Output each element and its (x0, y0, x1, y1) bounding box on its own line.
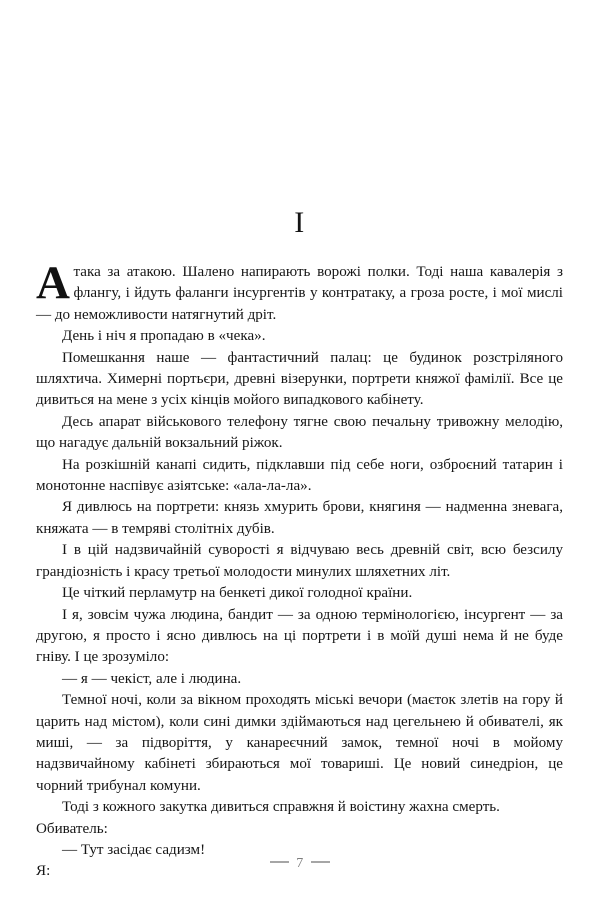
paragraph-opening (36, 257, 563, 326)
paragraph-text: — Тут засідає садизм! (62, 841, 206, 858)
paragraph (36, 605, 563, 669)
paragraph-text: Я: (36, 863, 51, 880)
paragraph-text: І я, зовсім чужа людина, бандит — за одною термінологією, інсургент — за другою, я просто і ясно дивлюсь на ці портрети і в моїй душі нема й не буде гніву. І це зрозуміло: (36, 606, 563, 666)
page-footer (0, 856, 600, 872)
paragraph-text: День і ніч я пропадаю в «чека». (62, 328, 266, 345)
paragraph-speaker-label (36, 819, 563, 840)
chapter-numeral: I (294, 206, 305, 239)
paragraph (36, 540, 563, 583)
paragraph (36, 455, 563, 498)
paragraph-text: така за атакою. Шалено напирають ворожі полки. Тоді наша кавалерія з флангу, і йдуть фаланги інсургентів у контратаку, а гроза росте, і мої мислі — до неможливости натягнутий дріт. (36, 264, 563, 323)
paragraph-text: На розкішній канапі сидить, підклавши під себе ноги, озброєний татарин і монотонне наспівує азіятське: «ала-ла-ла». (36, 456, 563, 495)
paragraph-text: Десь апарат військового телефону тягне свою печальну тривожну мелодію, що нагадує дальній вокзальний ріжок. (36, 413, 563, 452)
paragraph (36, 412, 563, 455)
folio-rule-right-icon (311, 861, 330, 863)
paragraph-text: Помешкання наше — фантастичний палац: це будинок розстріляного шляхтича. Химерні портьєри, древні візерунки, портрети княжої фамілії. Все це дивиться на мене з усіх кінців мойого випадкового кабінету. (36, 349, 563, 409)
page-content-column (36, 0, 563, 899)
paragraph-text: Тоді з кожного закутка дивиться справжня й воістину жахна смерть. (62, 799, 500, 816)
body-text-block (36, 257, 563, 883)
paragraph-text: — я — чекіст, але і людина. (62, 670, 242, 687)
paragraph (36, 348, 563, 412)
paragraph (36, 583, 563, 604)
paragraph (36, 497, 563, 540)
paragraph-text: Це чіткий перламутр на бенкеті дикої голодної країни. (62, 585, 413, 602)
paragraph-text: Темної ночі, коли за вікном проходять міські вечори (маєток злетів на гору й царить над містом), коли сині димки здіймаються над цегельнею й обивателі, як миші, — за підворіття, у канареєчний замок, темної ночі в мойому надзвичайному кабінеті збираються мої товариші. Це новий синедріон, це чорний трибунал комуни. (36, 692, 563, 794)
paragraph (36, 690, 563, 797)
paragraph-text: Я дивлюсь на портрети: князь хмурить брови, княгиня — надменна зневага, княжата — в темряві столітніх дубів. (36, 499, 563, 537)
paragraph (36, 797, 563, 818)
paragraph (36, 326, 563, 347)
paragraph-dialogue (36, 669, 563, 690)
paragraph-text: І в цій надзвичайній суворості я відчуваю весь древній світ, всю безсилу грандіозність і красу третьої молодости минулих шляхетних літ. (36, 542, 563, 580)
paragraph-text: Обиватель: (36, 820, 108, 837)
folio-rule-left-icon (270, 861, 289, 863)
page-number: 7 (296, 856, 304, 871)
drop-cap-letter: А (36, 257, 70, 309)
